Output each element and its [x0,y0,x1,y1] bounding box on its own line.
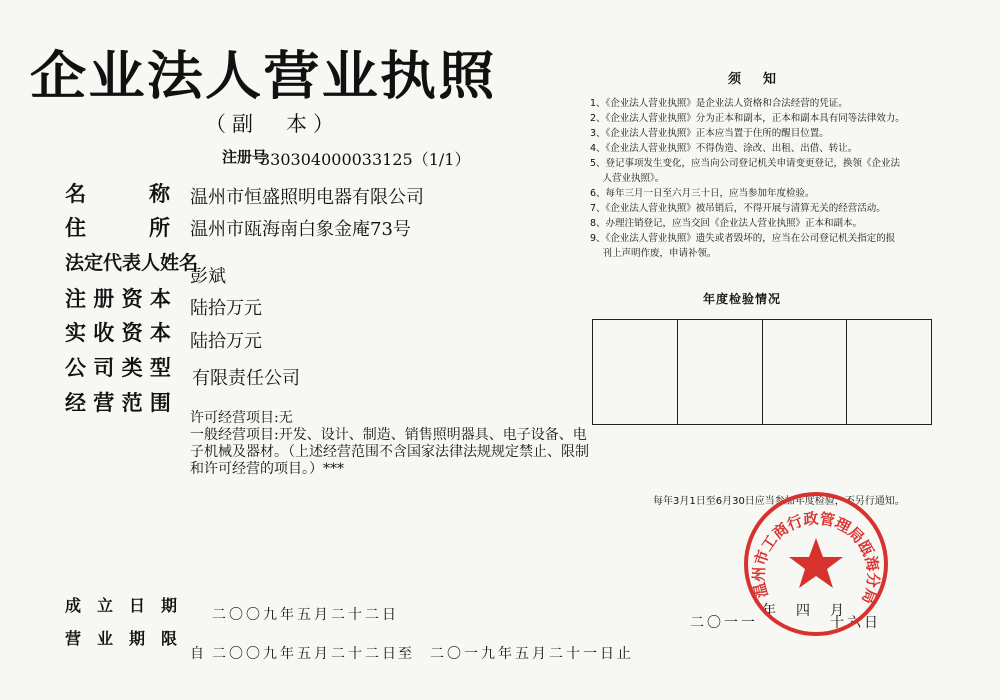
field-value-paid-capital: 陆拾万元 [190,331,262,352]
seal-star-icon [789,538,843,588]
scope-line: 和许可经营的项目。）*** [190,461,344,477]
notice-item: 4、《企业法人营业执照》不得伪造、涂改、出租、出借、转让。 [590,143,858,154]
notice-item: 3、《企业法人营业执照》正本应当置于住所的醒目位置。 [590,128,829,139]
notice-list [590,96,950,261]
established-label: 成 立 日 期 [65,596,178,615]
notice-item: 刊上声明作废，申请补领。 [590,248,717,259]
annual-inspection-title: 年度检验情况 [703,292,782,306]
inspection-cell [847,320,931,424]
field-label-paid-capital: 实 收 资 本 [65,321,171,345]
inspection-cell [678,320,763,424]
term-to-prefix: 至 [398,646,415,662]
registration-number: 330304000033125（1/1） [260,150,471,169]
seal-lettering: 温州市工商行政管理局瓯海分局 [749,509,883,607]
field-label-address: 住 所 [65,216,170,240]
notice-item: 人营业执照》。 [590,173,665,184]
annual-inspection-note: 每年3月1日至6月30日应当参加年度检验，不另行通知。 [653,496,905,507]
scope-line: 许可经营项目:无 [190,410,293,426]
document-title: 企业法人营业执照 [30,47,497,107]
established-date: 二〇〇九年五月二十二日 [212,607,399,623]
inspection-cell [763,320,848,424]
field-value-address: 温州市瓯海南白象金庵73号 [190,219,411,240]
notice-item: 8、办理注销登记，应当交回《企业法人营业执照》正本和副本。 [590,218,863,229]
notice-item: 7、《企业法人营业执照》被吊销后，不得开展与清算无关的经营活动。 [590,203,886,214]
registration-label: 注册号 [222,148,268,166]
field-value-reg-capital: 陆拾万元 [190,298,262,319]
field-label-name: 名 称 [65,182,170,206]
annual-inspection-grid [592,319,932,425]
official-seal-icon [740,488,892,640]
field-value-legal-rep: 彭斌 [190,266,226,287]
term-to-date: 二〇一九年五月二十一日止 [430,646,634,662]
notice-item: 5、登记事项发生变化，应当向公司登记机关申请变更登记，换领《企业法 [590,158,901,169]
inspection-cell [593,320,678,424]
issue-year: 二〇一一 [690,615,758,631]
field-value-company-type: 有限责任公司 [192,368,300,389]
issue-day: 十六日 [830,615,881,631]
notice-title: 须知 [728,72,799,87]
field-label-legal-rep: 法定代表人姓名 [65,252,199,274]
notice-item: 2、《企业法人营业执照》分为正本和副本，正本和副本具有同等法律效力。 [590,113,905,124]
field-value-name: 温州市恒盛照明电器有限公司 [190,187,424,208]
term-from-date: 二〇〇九年五月二十二日 [212,646,399,662]
copy-label: （副 本） [205,112,340,136]
business-scope [190,410,620,478]
scope-line: 一般经营项目:开发、设计、制造、销售照明器具、电子设备、电 [190,427,587,443]
field-label-reg-capital: 注 册 资 本 [65,287,171,311]
field-label-scope: 经 营 范 围 [65,391,171,415]
notice-item: 9、《企业法人营业执照》遗失或者毁坏的，应当在公司登记机关指定的报 [590,233,896,244]
field-label-company-type: 公 司 类 型 [65,356,171,380]
term-from-prefix: 自 [190,646,207,662]
issue-month: 年 四 月 [762,603,847,619]
scope-line: 子机械及器材。（上述经营范围不含国家法律法规规定禁止、限制 [190,444,589,460]
term-label: 营 业 期 限 [65,629,178,648]
notice-item: 6、每年三月一日至六月三十日，应当参加年度检验。 [590,188,815,199]
notice-item: 1、《企业法人营业执照》是企业法人资格和合法经营的凭证。 [590,98,848,109]
